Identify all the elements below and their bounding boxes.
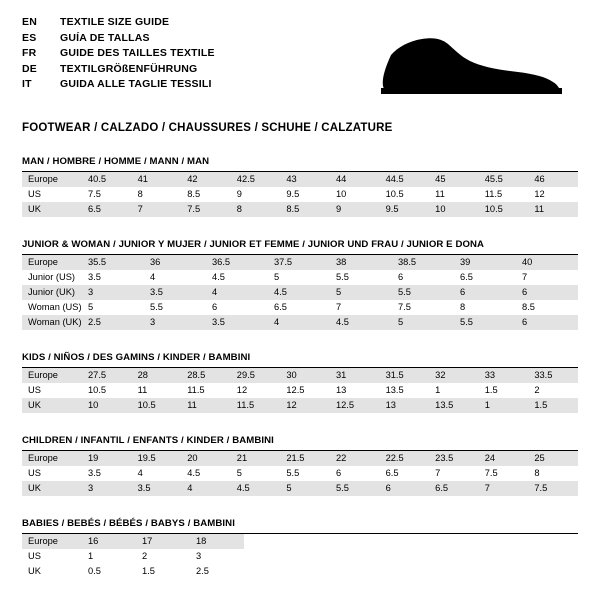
row-label: UK (22, 481, 82, 496)
size-cell: 3.5 (88, 272, 101, 282)
size-cell: 11 (435, 189, 445, 199)
block-title: KIDS / NIÑOS / DES GAMINS / KINDER / BAMBINI (22, 352, 251, 363)
size-cell: 5 (280, 481, 330, 496)
language-code: FR (22, 47, 37, 59)
size-cell: 45.5 (479, 172, 529, 187)
size-cell: 13.5 (385, 385, 404, 395)
size-cell: 8 (231, 202, 281, 217)
size-cell: 9 (330, 202, 380, 217)
page-title: FOOTWEAR / CALZADO / CHAUSSURES / SCHUHE / CALZATURE (22, 122, 393, 134)
size-cell: 7 (522, 272, 528, 282)
size-cell: 6 (516, 285, 578, 300)
size-cell: 7.5 (88, 189, 101, 199)
size-cell: 3 (82, 285, 144, 300)
size-cell: 5.5 (454, 315, 516, 330)
size-cell: 8.5 (187, 189, 201, 199)
size-cell: 27.5 (82, 368, 132, 383)
size-cell: 4 (137, 468, 143, 478)
size-table (22, 255, 578, 330)
size-cell: 11.5 (231, 398, 281, 413)
size-cell: 8.5 (522, 302, 535, 312)
language-code: DE (22, 62, 37, 75)
size-cell: 5 (392, 315, 454, 330)
size-cell: 2 (534, 385, 540, 395)
row-label: Woman (UK) (22, 315, 82, 330)
size-cell: 20 (181, 451, 231, 466)
size-cell: 3 (144, 315, 206, 330)
size-cell: 6 (335, 468, 342, 478)
size-cell: 1 (435, 385, 441, 395)
size-block-children (22, 435, 578, 496)
header (22, 16, 578, 108)
size-cell: 7 (479, 481, 529, 496)
size-cell: 5 (274, 272, 280, 282)
size-cell: 19.5 (132, 451, 182, 466)
block-title: CHILDREN / INFANTIL / ENFANTS / KINDER / BAMBINI (22, 435, 274, 446)
language-label: GUÍA DE TALLAS (60, 31, 150, 44)
size-cell: 45 (429, 172, 479, 187)
size-table (22, 534, 578, 579)
size-cell: 11.5 (484, 189, 503, 199)
size-block-junior-woman (22, 239, 578, 330)
language-list-body (22, 16, 215, 94)
table-row (22, 202, 578, 217)
size-cell: 6.5 (385, 468, 399, 478)
size-block-man (22, 156, 578, 217)
row-label: Europe (22, 255, 82, 270)
size-cell: 13 (335, 385, 347, 395)
size-cell: 4.5 (330, 315, 392, 330)
size-cell: 10 (82, 398, 132, 413)
table-row (22, 481, 578, 496)
size-cell: 6 (212, 302, 218, 312)
size-cell: 38 (330, 255, 392, 270)
language-code: ES (22, 31, 37, 44)
size-cell: 2.5 (82, 315, 144, 330)
table-row (22, 315, 578, 330)
size-cell: 5.5 (392, 285, 454, 300)
size-cell: 43 (280, 172, 330, 187)
row-label: UK (28, 566, 41, 576)
size-cell: 23.5 (429, 451, 479, 466)
table-row (22, 466, 578, 481)
size-cell: 5.5 (330, 481, 380, 496)
row-label: US (28, 385, 41, 395)
size-cell: 1.5 (484, 385, 498, 395)
language-label: TEXTILE SIZE GUIDE (60, 16, 170, 28)
size-cell: 6 (454, 285, 516, 300)
size-cell: 19 (82, 451, 132, 466)
language-label: GUIDA ALLE TAGLIE TESSILI (60, 78, 212, 90)
size-cell: 11.5 (187, 385, 205, 395)
table-row (22, 255, 578, 270)
size-cell: 7.5 (528, 481, 578, 496)
size-cell: 4 (181, 481, 231, 496)
size-cell: 3 (196, 551, 202, 561)
row-label: Junior (UK) (22, 285, 82, 300)
size-cell: 44.5 (380, 172, 430, 187)
dress-shoe-silhouette-icon (378, 30, 568, 96)
size-cell: 38.5 (392, 255, 454, 270)
size-cell: 13.5 (429, 398, 479, 413)
row-label: US (28, 551, 41, 561)
language-row (22, 47, 215, 63)
size-table (22, 451, 578, 496)
size-cell: 16 (82, 534, 136, 549)
size-cell: 29.5 (231, 368, 281, 383)
size-cell: 28.5 (181, 368, 231, 383)
size-cell: 5 (236, 468, 242, 478)
table-row (22, 270, 578, 285)
size-cell: 6.5 (460, 272, 473, 282)
row-label: Europe (22, 172, 82, 187)
size-cell: 1 (479, 398, 529, 413)
size-cell: 10.5 (479, 202, 529, 217)
size-cell-empty (244, 534, 578, 549)
size-cell: 33.5 (528, 368, 578, 383)
size-cell: 9 (236, 189, 242, 199)
row-label: Junior (US) (28, 272, 76, 282)
size-cell-empty (244, 564, 578, 579)
language-row (22, 32, 215, 48)
size-cell: 5 (88, 302, 94, 312)
size-cell: 33 (479, 368, 529, 383)
size-cell: 4 (206, 285, 268, 300)
table-row (22, 534, 578, 549)
size-cell: 2 (142, 551, 148, 561)
size-cell: 36.5 (206, 255, 268, 270)
size-cell: 11 (181, 398, 231, 413)
size-cell: 8 (137, 189, 143, 199)
size-cell: 7 (435, 468, 441, 478)
size-cell: 4 (268, 315, 330, 330)
language-row (22, 78, 215, 94)
row-label: US (28, 189, 41, 199)
size-cell: 4.5 (231, 481, 281, 496)
table-row (22, 187, 578, 202)
size-cell: 6 (380, 481, 430, 496)
size-cell: 18 (190, 534, 244, 549)
size-cell-empty (244, 549, 578, 564)
size-cell: 9.5 (380, 202, 430, 217)
size-cell: 8 (460, 302, 466, 312)
size-cell: 7.5 (181, 202, 231, 217)
size-cell: 10 (429, 202, 479, 217)
table-row (22, 549, 578, 564)
size-cell: 4 (150, 272, 156, 282)
size-cell: 6.5 (429, 481, 479, 496)
size-cell: 12 (280, 398, 330, 413)
size-cell: 22.5 (380, 451, 430, 466)
block-title: JUNIOR & WOMAN / JUNIOR Y MUJER / JUNIOR ET FEMME / JUNIOR UND FRAU / JUNIOR E DONA (22, 239, 485, 250)
size-cell: 10 (335, 189, 347, 199)
size-cell: 11 (528, 202, 578, 217)
size-cell: 5.5 (150, 302, 163, 312)
size-cell: 5 (330, 285, 392, 300)
size-cell: 2.5 (196, 566, 209, 576)
size-cell: 28 (132, 368, 182, 383)
size-cell: 5.5 (286, 468, 300, 478)
size-cell: 4.5 (268, 285, 330, 300)
table-row (22, 451, 578, 466)
block-title: BABIES / BEBÉS / BÉBÉS / BABYS / BAMBINI (22, 518, 235, 529)
size-block-babies (22, 518, 578, 579)
language-row (22, 16, 215, 32)
size-cell: 25 (528, 451, 578, 466)
size-cell: 5.5 (336, 272, 349, 282)
table-row (22, 564, 578, 579)
size-cell: 46 (528, 172, 578, 187)
size-cell: 8 (534, 468, 540, 478)
size-cell: 10.5 (385, 189, 404, 199)
size-cell: 12.5 (286, 385, 305, 395)
size-cell: 7.5 (398, 302, 411, 312)
size-cell: 3.5 (144, 285, 206, 300)
size-cell: 42.5 (231, 172, 281, 187)
row-label: Europe (22, 534, 82, 549)
size-cell: 6 (516, 315, 578, 330)
row-label: Europe (22, 451, 82, 466)
size-cell: 8.5 (280, 202, 330, 217)
size-cell: 21 (231, 451, 281, 466)
table-row (22, 368, 578, 383)
size-cell: 4.5 (212, 272, 225, 282)
size-cell: 10.5 (88, 385, 107, 395)
size-cell: 42 (181, 172, 231, 187)
size-table (22, 172, 578, 217)
size-cell: 4.5 (187, 468, 201, 478)
table-row (22, 398, 578, 413)
row-label: US (28, 468, 41, 478)
size-cell: 12 (236, 385, 248, 395)
size-cell: 41 (132, 172, 182, 187)
language-label: TEXTILGRÖßENFÜHRUNG (60, 62, 198, 75)
language-row (22, 63, 215, 79)
row-label: UK (22, 202, 82, 217)
size-cell: 10.5 (132, 398, 182, 413)
table-row (22, 285, 578, 300)
size-cell: 37.5 (268, 255, 330, 270)
size-cell: 21.5 (280, 451, 330, 466)
table-row (22, 300, 578, 315)
size-cell: 1.5 (528, 398, 578, 413)
size-cell: 6.5 (82, 202, 132, 217)
size-cell: 31.5 (380, 368, 430, 383)
size-cell: 7 (132, 202, 182, 217)
size-cell: 3.5 (206, 315, 268, 330)
size-cell: 31 (330, 368, 380, 383)
size-cell: 7 (336, 302, 342, 312)
size-cell: 35.5 (82, 255, 144, 270)
size-cell: 24 (479, 451, 529, 466)
size-block-kids (22, 352, 578, 413)
language-list (22, 16, 215, 94)
size-cell: 30 (280, 368, 330, 383)
block-title: MAN / HOMBRE / HOMME / MANN / MAN (22, 156, 210, 167)
row-label: UK (22, 398, 82, 413)
size-cell: 11 (137, 385, 148, 395)
size-cell: 1 (88, 551, 94, 561)
size-cell: 22 (330, 451, 380, 466)
size-table (22, 368, 578, 413)
language-label: GUIDE DES TAILLES TEXTILE (60, 47, 215, 59)
row-label: Woman (US) (28, 302, 82, 312)
table-row (22, 383, 578, 398)
size-cell: 40 (516, 255, 578, 270)
size-cell: 0.5 (88, 566, 101, 576)
size-cell: 13 (380, 398, 430, 413)
size-cell: 12.5 (330, 398, 380, 413)
size-cell: 3 (82, 481, 132, 496)
size-cell: 6 (398, 272, 404, 282)
language-code: IT (22, 78, 32, 90)
size-cell: 6.5 (274, 302, 287, 312)
size-cell: 17 (136, 534, 190, 549)
size-cell: 1.5 (142, 566, 155, 576)
size-cell: 7.5 (484, 468, 498, 478)
size-cell: 39 (454, 255, 516, 270)
size-cell: 36 (144, 255, 206, 270)
size-cell: 9.5 (286, 189, 300, 199)
table-row (22, 172, 578, 187)
size-cell: 40.5 (82, 172, 132, 187)
size-cell: 44 (330, 172, 380, 187)
size-cell: 3.5 (88, 468, 101, 478)
size-cell: 12 (534, 189, 545, 199)
size-cell: 32 (429, 368, 479, 383)
size-cell: 3.5 (132, 481, 182, 496)
language-code: EN (22, 16, 37, 28)
row-label: Europe (22, 368, 82, 383)
